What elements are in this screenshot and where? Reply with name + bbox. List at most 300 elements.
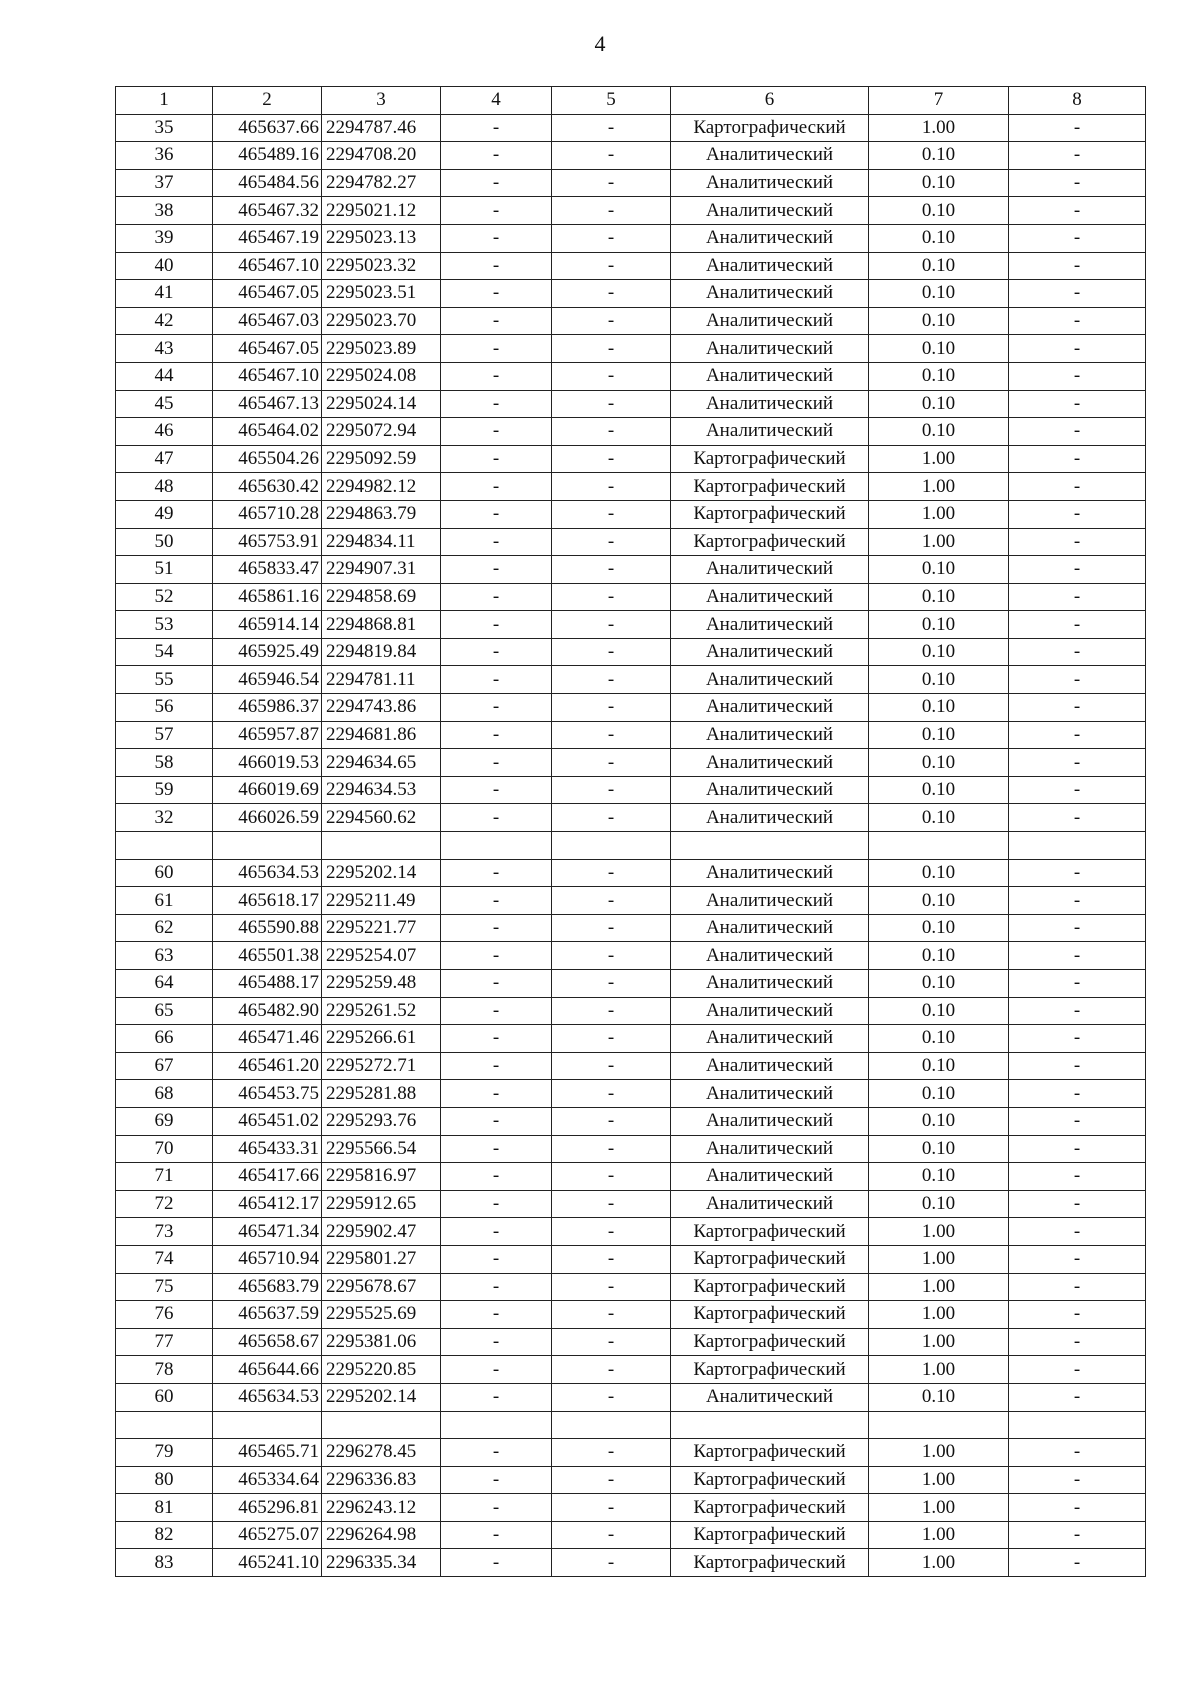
cell-coord-y: 2296278.45 [322, 1439, 441, 1467]
cell-accuracy: 0.10 [869, 804, 1009, 832]
cell-col-5: - [552, 804, 671, 832]
cell-point-number: 81 [116, 1494, 213, 1522]
cell-coord-y [322, 1411, 441, 1439]
cell-method: Картографический [671, 1521, 869, 1549]
table-row [116, 1025, 1146, 1053]
table-row [116, 197, 1146, 225]
cell-coord-x: 465957.87 [213, 721, 322, 749]
cell-coord-x: 465461.20 [213, 1052, 322, 1080]
cell-col-8: - [1009, 749, 1146, 777]
cell-col-8: - [1009, 859, 1146, 887]
cell-col-8: - [1009, 1273, 1146, 1301]
cell-method: Аналитический [671, 362, 869, 390]
cell-method: Аналитический [671, 335, 869, 363]
cell-point-number: 53 [116, 611, 213, 639]
cell-method: Картографический [671, 1273, 869, 1301]
cell-col-4: - [441, 1328, 552, 1356]
cell-accuracy: 0.10 [869, 169, 1009, 197]
cell-col-5: - [552, 583, 671, 611]
cell-method: Аналитический [671, 307, 869, 335]
cell-col-5: - [552, 142, 671, 170]
cell-col-4: - [441, 445, 552, 473]
cell-point-number: 62 [116, 914, 213, 942]
cell-coord-x: 465296.81 [213, 1494, 322, 1522]
cell-point-number: 55 [116, 666, 213, 694]
cell-point-number: 77 [116, 1328, 213, 1356]
cell-coord-x: 465501.38 [213, 942, 322, 970]
cell-col-4: - [441, 914, 552, 942]
cell-method: Аналитический [671, 749, 869, 777]
cell-point-number: 83 [116, 1549, 213, 1577]
cell-coord-x: 465488.17 [213, 970, 322, 998]
cell-col-5: - [552, 500, 671, 528]
cell-method: Картографический [671, 1494, 869, 1522]
cell-coord-y: 2294634.65 [322, 749, 441, 777]
cell-method [671, 832, 869, 860]
cell-col-4: - [441, 1301, 552, 1329]
table-row [116, 1328, 1146, 1356]
cell-coord-y: 2295023.70 [322, 307, 441, 335]
cell-col-8: - [1009, 887, 1146, 915]
cell-coord-x: 465710.94 [213, 1245, 322, 1273]
cell-accuracy: 1.00 [869, 1273, 1009, 1301]
cell-accuracy: 0.10 [869, 1025, 1009, 1053]
cell-method: Аналитический [671, 694, 869, 722]
cell-coord-y: 2294868.81 [322, 611, 441, 639]
column-header-5: 5 [552, 87, 671, 115]
cell-method: Картографический [671, 1466, 869, 1494]
cell-coord-x: 465467.05 [213, 335, 322, 363]
cell-method: Аналитический [671, 418, 869, 446]
cell-coord-x: 465946.54 [213, 666, 322, 694]
cell-coord-y: 2295259.48 [322, 970, 441, 998]
cell-accuracy [869, 832, 1009, 860]
table-row [116, 1411, 1146, 1439]
cell-col-4: - [441, 942, 552, 970]
cell-col-5: - [552, 666, 671, 694]
cell-coord-x: 465467.10 [213, 252, 322, 280]
cell-coord-x: 465861.16 [213, 583, 322, 611]
cell-col-5: - [552, 1328, 671, 1356]
cell-col-8: - [1009, 169, 1146, 197]
cell-coord-y: 2295254.07 [322, 942, 441, 970]
cell-point-number: 66 [116, 1025, 213, 1053]
cell-col-4: - [441, 1052, 552, 1080]
cell-accuracy: 0.10 [869, 224, 1009, 252]
cell-point-number: 70 [116, 1135, 213, 1163]
cell-col-4: - [441, 500, 552, 528]
cell-accuracy: 0.10 [869, 142, 1009, 170]
cell-point-number: 37 [116, 169, 213, 197]
cell-accuracy: 1.00 [869, 1494, 1009, 1522]
cell-col-5: - [552, 721, 671, 749]
cell-coord-y: 2294982.12 [322, 473, 441, 501]
cell-coord-x: 465710.28 [213, 500, 322, 528]
cell-accuracy: 0.10 [869, 997, 1009, 1025]
cell-method: Аналитический [671, 804, 869, 832]
cell-col-4: - [441, 142, 552, 170]
cell-accuracy: 0.10 [869, 887, 1009, 915]
cell-col-5: - [552, 114, 671, 142]
cell-coord-x: 465644.66 [213, 1356, 322, 1384]
cell-method: Аналитический [671, 997, 869, 1025]
cell-col-5: - [552, 169, 671, 197]
cell-point-number: 56 [116, 694, 213, 722]
cell-coord-y: 2295023.89 [322, 335, 441, 363]
cell-coord-x: 465464.02 [213, 418, 322, 446]
cell-coord-y: 2295525.69 [322, 1301, 441, 1329]
cell-col-8: - [1009, 528, 1146, 556]
cell-col-8: - [1009, 1190, 1146, 1218]
cell-accuracy: 0.10 [869, 970, 1009, 998]
cell-coord-x: 465412.17 [213, 1190, 322, 1218]
cell-accuracy: 0.10 [869, 749, 1009, 777]
cell-col-8: - [1009, 500, 1146, 528]
cell-coord-x: 465914.14 [213, 611, 322, 639]
cell-col-5: - [552, 1052, 671, 1080]
cell-coord-x: 466019.53 [213, 749, 322, 777]
table-row [116, 1521, 1146, 1549]
cell-col-4: - [441, 473, 552, 501]
cell-col-4: - [441, 1549, 552, 1577]
cell-coord-y: 2295024.08 [322, 362, 441, 390]
header-row [116, 87, 1146, 115]
cell-col-5: - [552, 970, 671, 998]
table-row [116, 1466, 1146, 1494]
cell-coord-y: 2295023.51 [322, 280, 441, 308]
cell-col-5: - [552, 252, 671, 280]
cell-method [671, 1411, 869, 1439]
cell-point-number: 50 [116, 528, 213, 556]
cell-method: Аналитический [671, 197, 869, 225]
cell-point-number: 47 [116, 445, 213, 473]
table-row [116, 583, 1146, 611]
cell-point-number: 49 [116, 500, 213, 528]
cell-coord-y: 2294781.11 [322, 666, 441, 694]
cell-coord-y: 2295801.27 [322, 1245, 441, 1273]
cell-point-number: 75 [116, 1273, 213, 1301]
cell-point-number: 68 [116, 1080, 213, 1108]
cell-col-5: - [552, 1439, 671, 1467]
cell-col-4: - [441, 1356, 552, 1384]
table-body [116, 114, 1146, 1576]
cell-point-number: 41 [116, 280, 213, 308]
cell-accuracy: 0.10 [869, 1190, 1009, 1218]
cell-method: Аналитический [671, 638, 869, 666]
cell-coord-y: 2294681.86 [322, 721, 441, 749]
cell-method: Аналитический [671, 666, 869, 694]
cell-method: Картографический [671, 445, 869, 473]
table-row [116, 1383, 1146, 1411]
cell-accuracy: 0.10 [869, 1135, 1009, 1163]
cell-accuracy: 0.10 [869, 611, 1009, 639]
cell-point-number: 46 [116, 418, 213, 446]
cell-point-number: 80 [116, 1466, 213, 1494]
cell-col-8: - [1009, 114, 1146, 142]
cell-col-8: - [1009, 1135, 1146, 1163]
cell-accuracy [869, 1411, 1009, 1439]
cell-coord-y: 2296243.12 [322, 1494, 441, 1522]
cell-point-number: 39 [116, 224, 213, 252]
table-row [116, 611, 1146, 639]
table-row [116, 556, 1146, 584]
cell-point-number: 44 [116, 362, 213, 390]
cell-col-5 [552, 1411, 671, 1439]
cell-coord-y: 2295202.14 [322, 1383, 441, 1411]
table-row [116, 280, 1146, 308]
cell-coord-x: 465451.02 [213, 1107, 322, 1135]
cell-col-5: - [552, 418, 671, 446]
cell-method: Картографический [671, 114, 869, 142]
cell-coord-y: 2294634.53 [322, 776, 441, 804]
cell-point-number: 45 [116, 390, 213, 418]
cell-point-number: 35 [116, 114, 213, 142]
cell-coord-x: 465590.88 [213, 914, 322, 942]
cell-col-8: - [1009, 1466, 1146, 1494]
cell-coord-x: 465683.79 [213, 1273, 322, 1301]
cell-method: Картографический [671, 1439, 869, 1467]
cell-method: Картографический [671, 500, 869, 528]
cell-col-5: - [552, 445, 671, 473]
cell-point-number: 36 [116, 142, 213, 170]
table-row [116, 1135, 1146, 1163]
cell-coord-x: 465489.16 [213, 142, 322, 170]
cell-coord-x: 465925.49 [213, 638, 322, 666]
cell-col-5: - [552, 914, 671, 942]
table-row [116, 1494, 1146, 1522]
cell-col-5: - [552, 197, 671, 225]
table-row [116, 638, 1146, 666]
cell-col-4: - [441, 749, 552, 777]
cell-coord-x: 466026.59 [213, 804, 322, 832]
cell-coord-y: 2295678.67 [322, 1273, 441, 1301]
cell-col-5: - [552, 1383, 671, 1411]
cell-accuracy: 0.10 [869, 1163, 1009, 1191]
cell-method: Аналитический [671, 776, 869, 804]
cell-col-4: - [441, 1107, 552, 1135]
cell-point-number: 59 [116, 776, 213, 804]
cell-coord-x: 465630.42 [213, 473, 322, 501]
cell-col-8: - [1009, 776, 1146, 804]
cell-col-8: - [1009, 804, 1146, 832]
cell-point-number: 60 [116, 1383, 213, 1411]
cell-coord-y: 2296336.83 [322, 1466, 441, 1494]
cell-point-number: 82 [116, 1521, 213, 1549]
cell-accuracy: 0.10 [869, 1080, 1009, 1108]
table-row [116, 362, 1146, 390]
cell-accuracy: 0.10 [869, 335, 1009, 363]
cell-accuracy: 0.10 [869, 556, 1009, 584]
cell-col-4: - [441, 638, 552, 666]
table-row [116, 307, 1146, 335]
cell-coord-x: 465433.31 [213, 1135, 322, 1163]
cell-col-5: - [552, 528, 671, 556]
cell-col-5: - [552, 1218, 671, 1246]
cell-col-4: - [441, 362, 552, 390]
cell-col-4: - [441, 224, 552, 252]
cell-col-4: - [441, 970, 552, 998]
cell-coord-y: 2295816.97 [322, 1163, 441, 1191]
cell-accuracy: 0.10 [869, 942, 1009, 970]
cell-col-8: - [1009, 997, 1146, 1025]
cell-method: Аналитический [671, 252, 869, 280]
table-row [116, 721, 1146, 749]
cell-method: Аналитический [671, 556, 869, 584]
table-row [116, 859, 1146, 887]
cell-method: Аналитический [671, 169, 869, 197]
cell-coord-x: 465465.71 [213, 1439, 322, 1467]
cell-col-8: - [1009, 970, 1146, 998]
cell-col-8: - [1009, 611, 1146, 639]
cell-method: Аналитический [671, 1163, 869, 1191]
cell-accuracy: 0.10 [869, 307, 1009, 335]
cell-col-5: - [552, 1494, 671, 1522]
cell-accuracy: 1.00 [869, 1466, 1009, 1494]
table-row [116, 970, 1146, 998]
table-row [116, 666, 1146, 694]
table-row [116, 114, 1146, 142]
cell-accuracy: 0.10 [869, 390, 1009, 418]
cell-coord-x: 465634.53 [213, 1383, 322, 1411]
cell-method: Аналитический [671, 1025, 869, 1053]
cell-col-8: - [1009, 1080, 1146, 1108]
cell-col-8: - [1009, 666, 1146, 694]
cell-col-8: - [1009, 280, 1146, 308]
cell-col-5: - [552, 1163, 671, 1191]
cell-method: Аналитический [671, 280, 869, 308]
cell-point-number: 38 [116, 197, 213, 225]
table-row [116, 169, 1146, 197]
table-row [116, 832, 1146, 860]
cell-method: Аналитический [671, 390, 869, 418]
cell-col-8: - [1009, 1439, 1146, 1467]
cell-method: Аналитический [671, 942, 869, 970]
cell-accuracy: 1.00 [869, 1245, 1009, 1273]
cell-col-5: - [552, 307, 671, 335]
cell-coord-y: 2295261.52 [322, 997, 441, 1025]
cell-coord-y: 2295281.88 [322, 1080, 441, 1108]
cell-col-8: - [1009, 556, 1146, 584]
cell-point-number: 79 [116, 1439, 213, 1467]
cell-method: Аналитический [671, 611, 869, 639]
cell-col-8: - [1009, 473, 1146, 501]
column-header-3: 3 [322, 87, 441, 115]
cell-coord-y: 2295092.59 [322, 445, 441, 473]
cell-point-number: 48 [116, 473, 213, 501]
column-header-2: 2 [213, 87, 322, 115]
cell-coord-y: 2295072.94 [322, 418, 441, 446]
cell-point-number: 73 [116, 1218, 213, 1246]
cell-point-number: 42 [116, 307, 213, 335]
cell-coord-y: 2295266.61 [322, 1025, 441, 1053]
cell-col-4: - [441, 1135, 552, 1163]
cell-accuracy: 1.00 [869, 445, 1009, 473]
cell-coord-x: 465467.13 [213, 390, 322, 418]
table-row [116, 887, 1146, 915]
cell-col-4: - [441, 1439, 552, 1467]
cell-col-4: - [441, 556, 552, 584]
table-row [116, 445, 1146, 473]
column-header-4: 4 [441, 87, 552, 115]
cell-accuracy: 0.10 [869, 1052, 1009, 1080]
cell-accuracy: 1.00 [869, 1301, 1009, 1329]
cell-coord-x: 465467.10 [213, 362, 322, 390]
cell-col-8: - [1009, 418, 1146, 446]
cell-col-8: - [1009, 1494, 1146, 1522]
table-row [116, 1549, 1146, 1577]
cell-col-5: - [552, 1245, 671, 1273]
cell-method: Аналитический [671, 1107, 869, 1135]
cell-point-number: 40 [116, 252, 213, 280]
cell-coord-y: 2295566.54 [322, 1135, 441, 1163]
cell-accuracy: 0.10 [869, 1107, 1009, 1135]
cell-col-8: - [1009, 362, 1146, 390]
cell-method: Картографический [671, 473, 869, 501]
cell-point-number: 67 [116, 1052, 213, 1080]
cell-coord-x: 465484.56 [213, 169, 322, 197]
table-row [116, 1356, 1146, 1384]
cell-coord-x: 466019.69 [213, 776, 322, 804]
cell-coord-x: 465637.59 [213, 1301, 322, 1329]
cell-col-8: - [1009, 1383, 1146, 1411]
cell-point-number: 72 [116, 1190, 213, 1218]
cell-col-4: - [441, 804, 552, 832]
cell-col-5: - [552, 859, 671, 887]
table-row [116, 500, 1146, 528]
cell-accuracy: 0.10 [869, 776, 1009, 804]
cell-col-4: - [441, 1245, 552, 1273]
cell-col-4: - [441, 1521, 552, 1549]
table-row [116, 694, 1146, 722]
cell-accuracy: 0.10 [869, 638, 1009, 666]
cell-coord-x: 465275.07 [213, 1521, 322, 1549]
cell-coord-y: 2295211.49 [322, 887, 441, 915]
cell-col-5: - [552, 556, 671, 584]
cell-coord-y: 2295221.77 [322, 914, 441, 942]
cell-col-8: - [1009, 583, 1146, 611]
cell-col-4: - [441, 997, 552, 1025]
cell-col-8: - [1009, 1356, 1146, 1384]
cell-method: Аналитический [671, 224, 869, 252]
cell-col-5: - [552, 749, 671, 777]
cell-col-5: - [552, 1135, 671, 1163]
cell-method: Картографический [671, 1301, 869, 1329]
cell-method: Аналитический [671, 1052, 869, 1080]
cell-col-8: - [1009, 1052, 1146, 1080]
cell-accuracy: 1.00 [869, 1439, 1009, 1467]
cell-accuracy: 0.10 [869, 1383, 1009, 1411]
cell-method: Аналитический [671, 583, 869, 611]
cell-col-5: - [552, 280, 671, 308]
table-row [116, 914, 1146, 942]
cell-col-5: - [552, 335, 671, 363]
cell-coord-y: 2294708.20 [322, 142, 441, 170]
table-row [116, 1052, 1146, 1080]
cell-coord-y: 2294858.69 [322, 583, 441, 611]
cell-coord-x: 465334.64 [213, 1466, 322, 1494]
cell-coord-x: 465453.75 [213, 1080, 322, 1108]
table-row [116, 776, 1146, 804]
cell-accuracy: 1.00 [869, 1549, 1009, 1577]
cell-col-5: - [552, 887, 671, 915]
cell-coord-x: 465467.03 [213, 307, 322, 335]
cell-coord-x: 465986.37 [213, 694, 322, 722]
cell-point-number: 60 [116, 859, 213, 887]
cell-point-number: 61 [116, 887, 213, 915]
cell-method: Аналитический [671, 859, 869, 887]
cell-coord-y: 2295024.14 [322, 390, 441, 418]
cell-method: Аналитический [671, 1080, 869, 1108]
